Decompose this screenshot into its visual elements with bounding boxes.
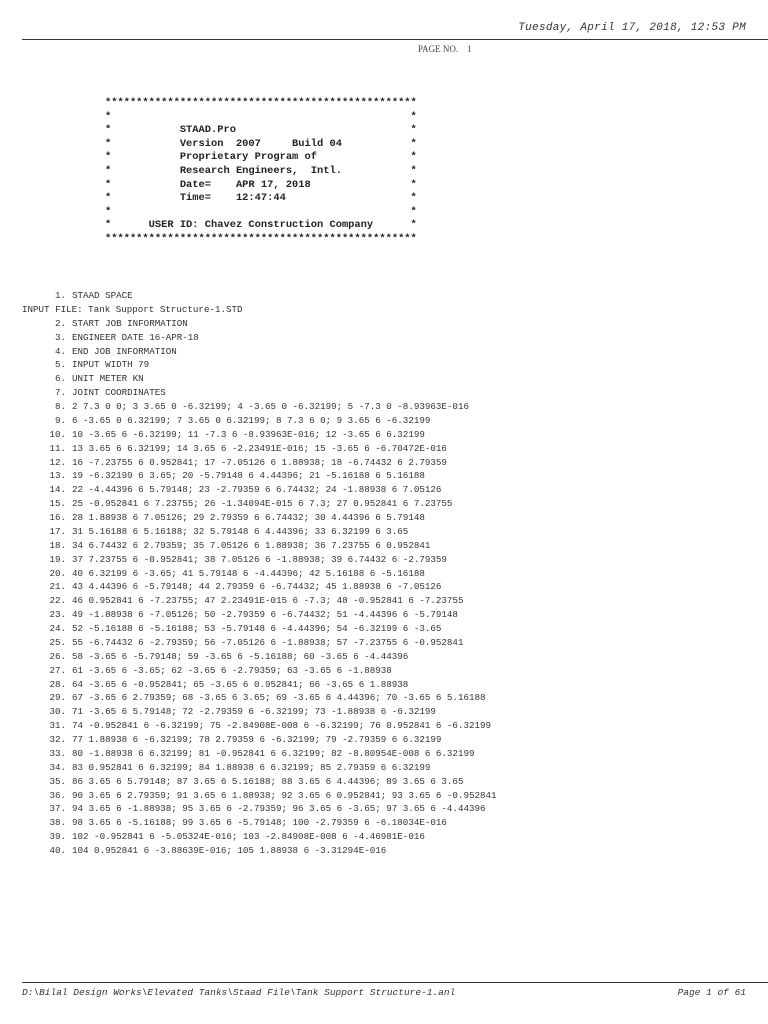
listing-line	[22, 414, 762, 428]
line-text: 71 -3.65 6 5.79148; 72 -2.79359 6 -6.32199; 73 -1.88938 6 -6.32199	[72, 706, 436, 718]
listing-line	[22, 358, 762, 372]
banner-line: * STAAD.Pro *	[105, 124, 417, 137]
line-number: 9.	[54, 414, 66, 426]
line-number: 36.	[49, 789, 66, 801]
listing-line	[22, 733, 762, 747]
listing-line	[22, 622, 762, 636]
line-text: 83 0.952841 6 6.32199; 84 1.88938 6 6.32199; 85 2.79359 6 6.32199	[72, 761, 431, 773]
listing-line	[22, 469, 762, 483]
listing-line	[22, 400, 762, 414]
listing-line	[22, 442, 762, 456]
line-number: 30.	[49, 706, 66, 718]
footer-rule	[22, 982, 768, 983]
line-number: 3.	[54, 331, 66, 343]
listing-line	[22, 567, 762, 581]
line-text: 98 3.65 6 -5.16188; 99 3.65 6 -5.79148; 100 -2.79359 6 -6.18034E-016	[72, 817, 447, 829]
listing-line	[22, 497, 762, 511]
line-number: 40.	[49, 845, 66, 856]
banner-line: **************************************************	[105, 232, 417, 245]
line-text: 34 6.74432 6 2.79359; 35 7.05126 6 1.88938; 36 7.23755 6 0.952841	[72, 539, 431, 551]
line-number: 10.	[49, 428, 66, 440]
line-number: 34.	[49, 761, 66, 773]
listing-line	[22, 775, 762, 789]
banner-line: * USER ID: Chavez Construction Company *	[105, 219, 417, 232]
page-number: PAGE NO. 1	[418, 44, 472, 54]
line-number: 32.	[49, 734, 66, 745]
line-text: START JOB INFORMATION	[72, 317, 188, 329]
line-number: 18.	[49, 539, 66, 551]
listing-line	[22, 761, 762, 775]
line-number: 27.	[49, 664, 66, 676]
line-number: 12.	[49, 456, 66, 468]
banner-line: * *	[105, 205, 417, 218]
line-text: 104 0.952841 6 -3.88639E-016; 105 1.88938 6 -3.31294E-016	[72, 845, 387, 856]
listing-line	[22, 844, 762, 858]
banner-line: * Research Engineers, Intl. *	[105, 164, 417, 177]
listing-line	[22, 317, 762, 331]
line-number: 1.	[54, 290, 66, 301]
line-text: 64 -3.65 6 -0.952841; 65 -3.65 6 0.952841; 66 -3.65 6 1.88938	[72, 678, 409, 690]
input-file-line: INPUT FILE: Tank Support Structure-1.STD	[22, 303, 243, 315]
listing-line	[22, 691, 762, 705]
line-number: 29.	[49, 692, 66, 704]
line-number: 11.	[49, 442, 66, 454]
line-text: 94 3.65 6 -1.88938; 95 3.65 6 -2.79359; 96 3.65 6 -3.65; 97 3.65 6 -4.44396	[72, 803, 486, 815]
line-number: 37.	[49, 803, 66, 815]
line-text: JOINT COORDINATES	[72, 387, 166, 399]
line-text: 13 3.65 6 6.32199; 14 3.65 6 -2.23491E-016; 15 -3.65 6 -6.70472E-016	[72, 442, 447, 454]
listing-line	[22, 664, 762, 678]
banner-line: * Version 2007 Build 04 *	[105, 137, 417, 150]
line-text: 58 -3.65 6 -5.79148; 59 -3.65 6 -5.16188; 60 -3.65 6 -4.44396	[72, 650, 409, 662]
line-text: 28 1.88938 6 7.05126; 29 2.79359 6 6.74432; 30 4.44396 6 5.79148	[72, 512, 425, 523]
footer-page-count: Page 1 of 61	[677, 987, 746, 998]
line-text: 31 5.16188 6 5.16188; 32 5.79148 6 4.44396; 33 6.32199 6 3.65	[72, 525, 409, 537]
line-number: 39.	[49, 831, 66, 843]
line-number: 31.	[49, 720, 66, 732]
banner-line: * Proprietary Program of *	[105, 151, 417, 164]
line-number: 21.	[49, 581, 66, 593]
line-text: 86 3.65 6 5.79148; 87 3.65 6 5.16188; 88 3.65 6 4.44396; 89 3.65 6 3.65	[72, 775, 464, 787]
listing-line	[22, 789, 762, 803]
line-text: 40 6.32199 6 -3.65; 41 5.79148 6 -4.44396; 42 5.16188 6 -5.16188	[72, 567, 425, 579]
listing-line	[22, 747, 762, 761]
header-rule	[22, 39, 768, 40]
line-text: UNIT METER KN	[72, 373, 144, 385]
listing-line	[22, 608, 762, 622]
line-text: ENGINEER DATE 16-APR-18	[72, 331, 199, 343]
listing-line	[22, 830, 762, 844]
line-number: 5.	[54, 359, 66, 371]
line-text: 25 -0.952841 6 7.23755; 26 -1.34094E-015 6 7.3; 27 0.952841 6 7.23755	[72, 498, 453, 510]
listing-line	[22, 719, 762, 733]
listing-line	[22, 650, 762, 664]
line-text: 61 -3.65 6 -3.65; 62 -3.65 6 -2.79359; 63 -3.65 6 -1.88938	[72, 664, 392, 676]
listing-line	[22, 456, 762, 470]
line-text: 52 -5.16188 6 -5.16188; 53 -5.79148 6 -4.44396; 54 -6.32199 6 -3.65	[72, 623, 442, 634]
line-number: 38.	[49, 817, 66, 829]
line-text: INPUT WIDTH 79	[72, 359, 150, 371]
line-number: 22.	[49, 595, 66, 607]
listing-line	[22, 539, 762, 553]
banner-line: * Date= APR 17, 2018 *	[105, 178, 417, 191]
staad-banner	[105, 97, 417, 247]
line-number: 16.	[49, 512, 66, 523]
line-number: 25.	[49, 636, 66, 648]
line-text: 37 7.23755 6 -0.952841; 38 7.05126 6 -1.88938; 39 6.74432 6 -2.79359	[72, 553, 447, 565]
line-text: 6 -3.65 0 6.32199; 7 3.65 0 6.32199; 8 7.3 6 0; 9 3.65 6 -6.32199	[72, 414, 431, 426]
line-text: 80 -1.88938 6 6.32199; 81 -0.952841 6 6.32199; 82 -8.80954E-008 6 6.32199	[72, 747, 475, 759]
line-text: 22 -4.44396 6 5.79148; 23 -2.79359 6 6.74432; 24 -1.88938 6 7.05126	[72, 484, 442, 496]
line-number: 14.	[49, 484, 66, 496]
line-number: 23.	[49, 609, 66, 621]
line-text: 49 -1.88938 6 -7.05126; 50 -2.79359 6 -6.74432; 51 -4.44396 6 -5.79148	[72, 609, 458, 621]
line-number: 19.	[49, 553, 66, 565]
listing-line	[22, 580, 762, 594]
banner-line: **************************************************	[105, 97, 417, 109]
line-number: 15.	[49, 498, 66, 510]
line-number: 6.	[54, 373, 66, 385]
line-number: 35.	[49, 775, 66, 787]
listing-line	[22, 678, 762, 692]
listing-line	[22, 802, 762, 816]
listing-line	[22, 331, 762, 345]
line-text: 10 -3.65 6 -6.32199; 11 -7.3 6 -8.93963E-016; 12 -3.65 6 6.32199	[72, 428, 425, 440]
print-datetime: Tuesday, April 17, 2018, 12:53 PM	[518, 22, 746, 34]
banner-line: * Time= 12:47:44 *	[105, 192, 417, 205]
listing-line	[22, 303, 762, 317]
line-text: 74 -0.952841 6 -6.32199; 75 -2.84908E-008 6 -6.32199; 76 0.952841 6 -6.32199	[72, 720, 492, 732]
listing-line	[22, 594, 762, 608]
line-text: 67 -3.65 6 2.79359; 68 -3.65 6 3.65; 69 -3.65 6 4.44396; 70 -3.65 6 5.16188	[72, 692, 486, 704]
line-number: 4.	[54, 345, 66, 357]
line-text: 43 4.44396 6 -5.79148; 44 2.79359 6 -6.74432; 45 1.88938 6 -7.05126	[72, 581, 442, 593]
line-number: 24.	[49, 623, 66, 634]
listing-line	[22, 525, 762, 539]
line-number: 26.	[49, 650, 66, 662]
line-text: 46 0.952841 6 -7.23755; 47 2.23491E-015 6 -7.3; 48 -0.952841 6 -7.23755	[72, 595, 464, 607]
line-text: 90 3.65 6 2.79359; 91 3.65 6 1.88938; 92 3.65 6 0.952841; 93 3.65 6 -0.952841	[72, 789, 497, 801]
input-listing	[22, 289, 762, 858]
line-number: 7.	[54, 387, 66, 399]
listing-line	[22, 816, 762, 830]
line-number: 8.	[54, 401, 66, 412]
listing-line	[22, 386, 762, 400]
line-number: 2.	[54, 317, 66, 329]
listing-line	[22, 636, 762, 650]
line-text: 102 -0.952841 6 -5.05324E-016; 103 -2.84908E-008 6 -4.46981E-016	[72, 831, 425, 843]
line-text: 19 -6.32199 6 3.65; 20 -5.79148 6 4.44396; 21 -5.16188 6 5.16188	[72, 470, 425, 482]
listing-line	[22, 289, 762, 303]
banner-line: * *	[105, 110, 417, 123]
footer-file-path: D:\Bilal Design Works\Elevated Tanks\Staad File\Tank Support Structure-1.anl	[22, 987, 456, 998]
line-text: 55 -6.74432 6 -2.79359; 56 -7.05126 6 -1.88938; 57 -7.23755 6 -0.952841	[72, 636, 464, 648]
listing-line	[22, 553, 762, 567]
listing-line	[22, 483, 762, 497]
line-number: 33.	[49, 747, 66, 759]
line-number: 20.	[49, 567, 66, 579]
line-text: 16 -7.23755 6 0.952841; 17 -7.05126 6 1.88938; 18 -6.74432 6 2.79359	[72, 456, 447, 468]
listing-line	[22, 428, 762, 442]
line-text: END JOB INFORMATION	[72, 345, 177, 357]
line-number: 28.	[49, 678, 66, 690]
listing-line	[22, 372, 762, 386]
line-number: 17.	[49, 525, 66, 537]
listing-line	[22, 511, 762, 525]
listing-line	[22, 705, 762, 719]
line-text: STAAD SPACE	[72, 290, 133, 301]
line-text: 2 7.3 0 0; 3 3.65 0 -6.32199; 4 -3.65 0 -6.32199; 5 -7.3 0 -8.93963E-016	[72, 401, 469, 412]
line-text: 77 1.88938 6 -6.32199; 78 2.79359 6 -6.32199; 79 -2.79359 6 6.32199	[72, 734, 442, 745]
line-number: 13.	[49, 470, 66, 482]
listing-line	[22, 345, 762, 359]
